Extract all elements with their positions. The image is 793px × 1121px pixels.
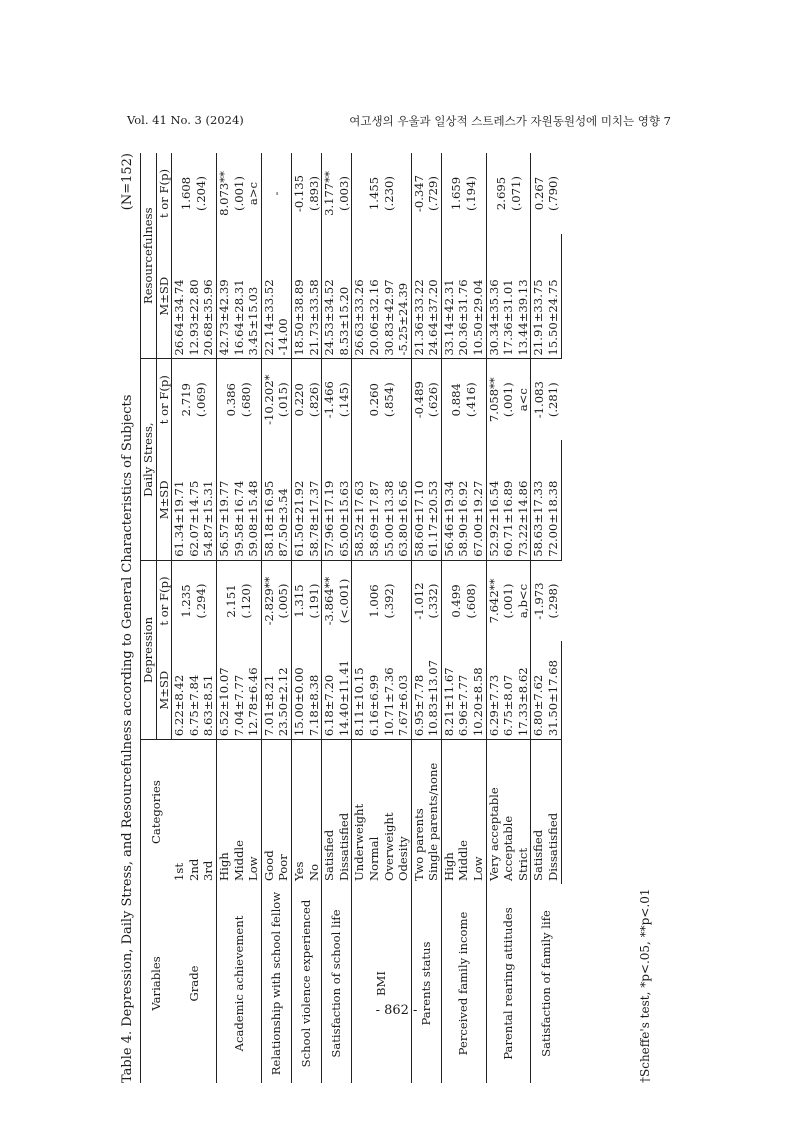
category-cell: 1st (171, 863, 186, 881)
resourcefulness-stat-line: 0.267 (531, 176, 546, 211)
resourcefulness-msd: 21.36±33.22 (411, 234, 426, 359)
stress-msd: 54.87±15.31 (201, 440, 216, 560)
variable-cell: School violence experienced (291, 884, 321, 1083)
stress-msd: 57.96±17.19 (322, 440, 337, 560)
resourcefulness-stat (172, 153, 217, 234)
depression-stat (411, 560, 441, 641)
resourcefulness-msd: 17.36±31.01 (501, 234, 516, 359)
resourcefulness-stat-line: 1.608 (179, 176, 194, 211)
depression-msd: 6.22±8.42 (172, 641, 187, 739)
depression-stat-line: (.294) (194, 583, 209, 619)
depression-stat-line: 1.315 (291, 584, 306, 618)
resourcefulness-msd: -14.00 (276, 234, 291, 359)
stress-msd: 59.58±16.74 (232, 440, 247, 560)
resourcefulness-stat-line: (.194) (463, 176, 478, 211)
resourcefulness-msd: 8.53±15.20 (337, 234, 352, 359)
category-cell: 2nd (186, 858, 201, 881)
category-cell: Strict (515, 847, 530, 881)
resourcefulness-stat-line: -0.135 (291, 174, 306, 213)
stress-msd: 72.00±18.38 (546, 440, 561, 560)
depression-msd: 6.80±7.62 (531, 641, 546, 739)
depression-msd: 8.11±10.15 (352, 641, 367, 739)
stress-stat-line: 0.884 (449, 383, 464, 417)
category-cell: No (306, 863, 321, 881)
col-stat: t or F(p) (156, 359, 172, 440)
depression-msd: 10.20±8.58 (471, 641, 486, 739)
variable-cell: Satisfaction of school life (322, 884, 352, 1083)
col-daily-stress: Daily Stress, (141, 359, 157, 560)
stress-msd: 58.69±17.87 (367, 440, 382, 560)
resourcefulness-msd: 30.83±42.97 (382, 234, 397, 359)
stress-stat-line: (.626) (426, 382, 441, 418)
table-footnote: †Scheffe's test, *p<.05, **p<.01 (638, 888, 652, 1083)
category-cell: Normal (366, 836, 381, 881)
stress-msd: 87.50±3.54 (276, 440, 291, 560)
stress-stat (531, 359, 561, 440)
depression-msd: 7.18±8.38 (307, 641, 322, 739)
resourcefulness-stat-line: (.071) (508, 176, 523, 211)
depression-msd: 15.00±0.00 (291, 641, 306, 739)
depression-msd: 6.75±8.07 (501, 641, 516, 739)
stress-msd: 56.57±19.77 (216, 440, 231, 560)
category-cell: Dissatisfied (336, 812, 351, 881)
resourcefulness-stat-line: 2.695 (493, 176, 508, 211)
variable-cell: Satisfaction of family life (531, 884, 561, 1083)
depression-stat-line: a,b<c (515, 583, 530, 619)
variable-cell: Relationship with school fellow (261, 884, 291, 1083)
category-cell: Satisfied (531, 740, 546, 884)
resourcefulness-stat (441, 153, 486, 234)
stress-stat-line: a<c (515, 388, 530, 412)
resourcefulness-stat-line: -0.347 (411, 174, 426, 213)
category-cell: Low (246, 856, 261, 881)
depression-msd: 12.78±6.46 (246, 641, 261, 739)
depression-stat (531, 560, 561, 641)
rotated-table-region (118, 153, 658, 1083)
depression-stat-line: (.120) (238, 583, 253, 619)
depression-stat-line: 0.499 (449, 584, 464, 618)
stress-stat-line: 7.058** (486, 377, 501, 423)
resourcefulness-stat-line: (.893) (306, 176, 321, 211)
stress-msd: 63.80±16.56 (396, 440, 411, 560)
col-msd: M±SD (156, 234, 172, 359)
depression-stat (486, 560, 531, 641)
stress-msd: 67.00±19.27 (471, 440, 486, 560)
depression-msd: 8.21±11.67 (441, 641, 456, 739)
col-resourcefulness: Resourcefulness (141, 153, 157, 359)
stress-msd: 56.46±19.34 (441, 440, 456, 560)
depression-stat-line: 2.151 (224, 584, 239, 618)
stress-msd: 61.34±19.71 (172, 440, 187, 560)
resourcefulness-msd: 42.73±42.39 (216, 234, 231, 359)
category-cell: Underweight (352, 740, 367, 884)
category-cell: Yes (291, 740, 306, 884)
stress-msd: 58.78±17.37 (307, 440, 322, 560)
running-header-left: Vol. 41 No. 3 (2024) (127, 113, 244, 127)
resourcefulness-msd: 16.64±28.31 (232, 234, 247, 359)
resourcefulness-stat (352, 153, 411, 234)
depression-stat-line: 1.235 (179, 584, 194, 618)
resourcefulness-stat (291, 153, 321, 234)
table-row (172, 153, 187, 1083)
resourcefulness-msd: 26.63±33.26 (352, 234, 367, 359)
resourcefulness-msd: 15.50±24.75 (546, 234, 561, 359)
resourcefulness-stat-line: a>c (246, 181, 261, 206)
depression-stat (352, 560, 411, 641)
depression-stat-line: 1.006 (366, 584, 381, 618)
depression-msd: 6.18±7.20 (322, 641, 337, 739)
category-cell: Middle (456, 840, 471, 881)
stress-msd: 58.18±16.95 (261, 440, 276, 560)
table-row (291, 153, 306, 1083)
resourcefulness-stat (261, 153, 291, 234)
depression-stat-line: -1.012 (411, 582, 426, 620)
stress-stat-line: (.001) (501, 382, 516, 418)
resourcefulness-msd: 13.44±39.13 (516, 234, 531, 359)
stress-msd: 52.92±16.54 (486, 440, 501, 560)
stress-stat-line: 0.386 (224, 383, 239, 417)
resourcefulness-msd: 33.14±42.31 (441, 234, 456, 359)
depression-stat (441, 560, 486, 641)
category-cell: High (441, 740, 456, 884)
resourcefulness-msd: 3.45±15.03 (246, 234, 261, 359)
category-cell: Overweight (381, 812, 396, 881)
resourcefulness-msd: 20.06±32.16 (367, 234, 382, 359)
depression-stat (291, 560, 321, 641)
depression-stat-line: (<.001) (336, 578, 351, 624)
stress-stat-line: (.680) (238, 382, 253, 418)
depression-msd: 6.52±10.07 (216, 641, 231, 739)
depression-msd: 23.50±2.12 (276, 641, 291, 739)
resourcefulness-msd: 26.64±34.74 (172, 234, 187, 359)
resourcefulness-msd: 21.91±33.75 (531, 234, 546, 359)
depression-stat-line: (.608) (463, 583, 478, 619)
depression-stat-line: (.298) (546, 583, 561, 619)
resourcefulness-msd: 12.93±22.80 (187, 234, 202, 359)
depression-msd: 6.95±7.78 (411, 641, 426, 739)
resourcefulness-stat-line: (.001) (231, 176, 246, 211)
depression-msd: 7.04±7.77 (232, 641, 247, 739)
resourcefulness-stat-line: 1.659 (449, 176, 464, 211)
resourcefulness-msd: 20.36±31.76 (456, 234, 471, 359)
stress-stat (441, 359, 486, 440)
stress-stat (172, 359, 217, 440)
stress-stat (411, 359, 441, 440)
depression-stat (261, 560, 291, 641)
col-stat: t or F(p) (156, 560, 172, 641)
resourcefulness-msd: 10.50±29.04 (471, 234, 486, 359)
category-cell: Odesity (396, 836, 411, 881)
col-variables: Variables (141, 884, 172, 1083)
stress-msd: 58.60±17.10 (411, 440, 426, 560)
results-table (140, 153, 562, 1083)
stress-stat-line: -10.202* (261, 374, 276, 425)
resourcefulness-stat-line: (.204) (194, 176, 209, 211)
category-cell: Satisfied (322, 740, 337, 884)
resourcefulness-stat-line: (.729) (426, 176, 441, 211)
depression-stat-line: (.191) (306, 583, 321, 619)
resourcefulness-msd: -5.25±24.39 (396, 234, 411, 359)
resourcefulness-stat (216, 153, 261, 234)
stress-msd: 60.71±16.89 (501, 440, 516, 560)
stress-stat-line: (.854) (381, 382, 396, 418)
depression-msd: 6.96±7.77 (456, 641, 471, 739)
table-row (261, 153, 276, 1083)
resourcefulness-stat (486, 153, 531, 234)
stress-msd: 55.00±13.38 (382, 440, 397, 560)
depression-stat (216, 560, 261, 641)
stress-stat (291, 359, 321, 440)
resourcefulness-stat-line: (.790) (546, 176, 561, 211)
stress-stat-line: (.069) (194, 382, 209, 418)
resourcefulness-msd: 24.64±37.20 (426, 234, 441, 359)
resourcefulness-stat-line: (.230) (381, 176, 396, 211)
depression-msd: 6.75±7.84 (187, 641, 202, 739)
depression-msd: 14.40±11.41 (337, 641, 352, 739)
category-cell: 3rd (201, 860, 216, 881)
table-row (486, 153, 501, 1083)
resourcefulness-stat-line: 1.455 (366, 176, 381, 211)
resourcefulness-msd: 30.34±35.36 (486, 234, 501, 359)
depression-stat (322, 560, 352, 641)
resourcefulness-stat (322, 153, 352, 234)
depression-msd: 7.01±8.21 (261, 641, 276, 739)
col-msd: M±SD (156, 641, 172, 739)
category-cell: Poor (276, 854, 291, 881)
depression-stat-line: (.001) (501, 583, 516, 619)
sample-size: (N=152) (120, 153, 135, 211)
stress-stat (322, 359, 352, 440)
resourcefulness-msd: 18.50±38.89 (291, 234, 306, 359)
depression-stat-line: (.392) (381, 583, 396, 619)
stress-msd: 62.07±14.75 (187, 440, 202, 560)
stress-stat-line: (.145) (336, 382, 351, 418)
col-stat: t or F(p) (156, 153, 172, 234)
resourcefulness-msd: 24.53±34.52 (322, 234, 337, 359)
table-caption (120, 153, 135, 1083)
category-cell: Two parents (411, 740, 426, 884)
depression-msd: 6.29±7.73 (486, 641, 501, 739)
depression-msd: 10.83±13.07 (426, 641, 441, 739)
category-cell: Acceptable (501, 815, 516, 881)
col-categories: Categories (141, 740, 172, 884)
depression-stat-line: (.332) (426, 583, 441, 619)
stress-stat-line: -1.083 (531, 381, 546, 419)
stress-msd: 73.22±14.86 (516, 440, 531, 560)
stress-stat-line: 2.719 (179, 383, 194, 417)
variable-cell: Parents status (411, 884, 441, 1083)
col-msd: M±SD (156, 440, 172, 560)
resourcefulness-stat-line: (.003) (336, 176, 351, 211)
depression-stat-line: -1.973 (531, 582, 546, 620)
table-body (172, 153, 561, 1083)
depression-msd: 31.50±17.68 (546, 641, 561, 739)
stress-stat-line: (.015) (276, 382, 291, 418)
resourcefulness-msd: 20.68±35.96 (201, 234, 216, 359)
depression-msd: 10.71±7.36 (382, 641, 397, 739)
stress-stat-line: -0.489 (411, 381, 426, 419)
category-cell: Low (471, 856, 486, 881)
stress-msd: 61.17±20.53 (426, 440, 441, 560)
depression-stat-line: 7.642** (486, 578, 501, 624)
table-row (531, 153, 546, 1083)
resourcefulness-stat-line: 8.073** (216, 171, 231, 216)
table-row (352, 153, 367, 1083)
stress-stat-line: 0.260 (366, 383, 381, 417)
stress-msd: 58.90±16.92 (456, 440, 471, 560)
table-row (322, 153, 337, 1083)
stress-stat (486, 359, 531, 440)
resourcefulness-stat (531, 153, 561, 234)
depression-stat-line: -2.829** (261, 576, 276, 626)
stress-stat-line: (.416) (463, 382, 478, 418)
stress-stat-line: (.826) (306, 382, 321, 418)
category-cell: Single parents/none (426, 762, 441, 881)
resourcefulness-stat-line: 3.177** (322, 171, 337, 216)
depression-msd: 6.16±6.99 (367, 641, 382, 739)
resourcefulness-stat (411, 153, 441, 234)
resourcefulness-msd: 22.14±33.52 (261, 234, 276, 359)
variable-cell: Perceived family income (441, 884, 486, 1083)
stress-msd: 58.52±17.63 (352, 440, 367, 560)
resourcefulness-stat-line: - (269, 191, 284, 196)
page-number: - 862 - (375, 1003, 418, 1018)
category-cell: High (216, 740, 231, 884)
depression-stat (172, 560, 217, 641)
stress-stat-line: (.281) (546, 382, 561, 418)
col-depression: Depression (141, 560, 157, 739)
stress-stat (352, 359, 411, 440)
stress-stat-line: 0.220 (291, 383, 306, 417)
resourcefulness-msd: 21.73±33.58 (307, 234, 322, 359)
table-row (441, 153, 456, 1083)
stress-msd: 65.00±15.63 (337, 440, 352, 560)
stress-stat (261, 359, 291, 440)
stress-stat (216, 359, 261, 440)
category-cell: Dissatisfied (546, 740, 561, 884)
table-row (216, 153, 231, 1083)
variable-cell: Academic achievement (216, 884, 261, 1083)
stress-msd: 61.50±21.92 (291, 440, 306, 560)
depression-stat-line: -3.864** (322, 576, 337, 626)
depression-stat-line: (.005) (276, 583, 291, 619)
table-row (411, 153, 426, 1083)
variable-cell: Parental rearing attitudes (486, 884, 531, 1083)
depression-msd: 17.33±8.62 (516, 641, 531, 739)
caption-text: Table 4. Depression, Daily Stress, and Resourcefulness according to General Characteristics of Subjects (120, 394, 135, 1083)
stress-stat-line: -1.466 (322, 381, 337, 419)
variable-cell: Grade (186, 965, 201, 1002)
category-cell: Middle (231, 840, 246, 881)
depression-msd: 8.63±8.51 (201, 641, 216, 739)
category-cell: Good (261, 740, 276, 884)
variable-cell: BMI (352, 884, 411, 1083)
running-header-right: 여고생의 우울과 일상적 스트레스가 자원동원성에 미치는 영향 7 (349, 114, 671, 128)
category-cell: Very acceptable (486, 740, 501, 884)
depression-msd: 7.67±6.03 (396, 641, 411, 739)
stress-msd: 59.08±15.48 (246, 440, 261, 560)
stress-msd: 58.63±17.33 (531, 440, 546, 560)
